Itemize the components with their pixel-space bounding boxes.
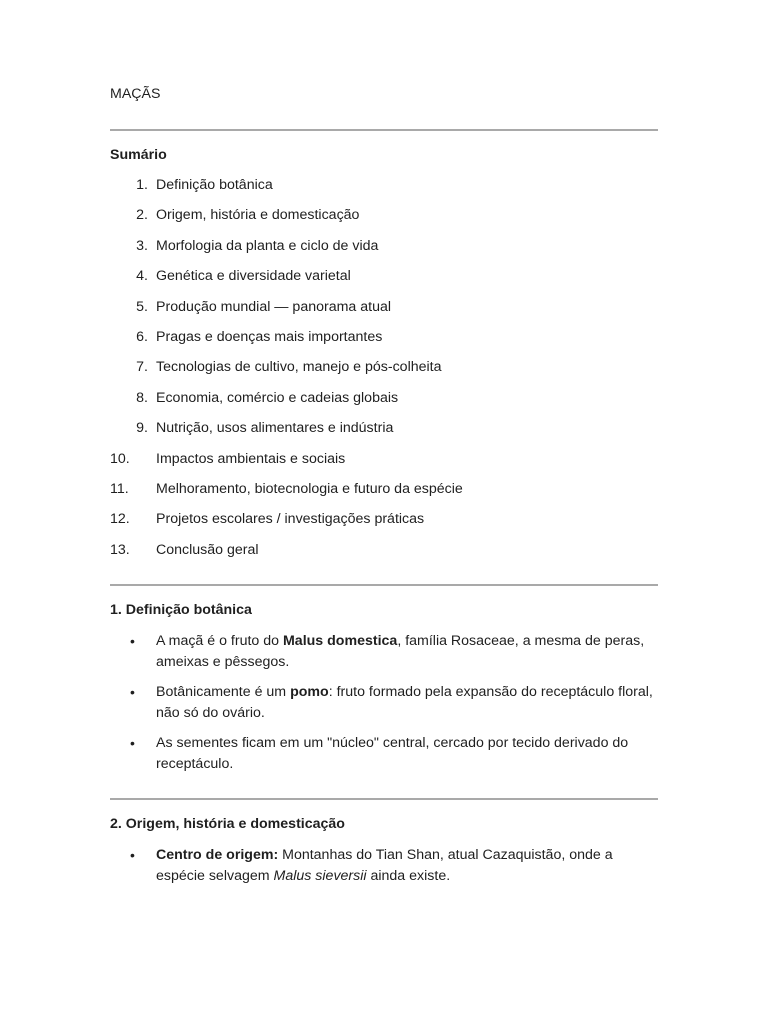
- toc-item[interactable]: [110, 509, 658, 539]
- toc-item-number: 2.: [136, 207, 148, 224]
- toc-heading: Sumário: [110, 147, 167, 163]
- toc-item-label: Definição botânica: [156, 177, 273, 193]
- bullet-text: : fruto formado pela expansão do receptáculo floral, não só do ovário.: [156, 684, 653, 721]
- section-heading-origem: 2. Origem, história e domesticação: [110, 816, 345, 832]
- bullet-text: As sementes ficam em um "núcleo" central, cercado por tecido derivado do receptáculo.: [156, 735, 629, 772]
- toc-item-label: Origem, história e domesticação: [156, 207, 360, 224]
- bullet-item: [110, 733, 658, 775]
- bullet-item: [110, 631, 658, 673]
- toc-item-label: Morfologia da planta e ciclo de vida: [156, 237, 379, 254]
- toc-item-number: 12.: [110, 511, 130, 528]
- bullet-text: Botânicamente é um: [156, 684, 291, 700]
- bullet-text: A maçã é o fruto do: [156, 633, 283, 649]
- toc-item[interactable]: [110, 205, 658, 235]
- toc-item[interactable]: [110, 357, 658, 387]
- bullet-text: , família Rosaceae, a mesma de peras, ameixas e pêssegos.: [156, 633, 645, 670]
- toc-item[interactable]: [110, 175, 658, 205]
- bullet-icon: •: [130, 684, 135, 700]
- toc-item-number: 4.: [136, 268, 148, 285]
- horizontal-rule: [110, 129, 658, 131]
- toc-item-label: Conclusão geral: [156, 541, 259, 558]
- bullet-bold-text: Malus domestica: [282, 633, 398, 649]
- bullet-italic-text: Malus sieversii: [273, 868, 367, 884]
- toc-item[interactable]: [110, 540, 658, 570]
- toc-item[interactable]: [110, 327, 658, 357]
- toc-item-label: Economia, comércio e cadeias globais: [156, 389, 399, 406]
- toc-item-label: Impactos ambientais e sociais: [156, 450, 346, 467]
- toc-item-number: 5.: [136, 298, 148, 315]
- bullet-icon: •: [130, 633, 135, 649]
- toc-item-number: 13.: [110, 541, 130, 558]
- bullet-icon: •: [130, 735, 135, 751]
- section-heading-definicao: 1. Definição botânica: [110, 602, 252, 618]
- toc-item-label: Projetos escolares / investigações práticas: [156, 511, 425, 528]
- bullet-bold-text: Centro de origem:: [156, 847, 279, 863]
- bullet-bold-text: pomo: [290, 684, 329, 700]
- toc-item[interactable]: [110, 388, 658, 418]
- toc-item-number: 1.: [136, 177, 148, 193]
- table-of-contents: [110, 175, 658, 570]
- toc-item[interactable]: [110, 297, 658, 327]
- toc-item-number: 10.: [110, 450, 130, 467]
- document-title: MAÇÃS: [110, 86, 161, 102]
- toc-item-label: Genética e diversidade varietal: [156, 268, 351, 285]
- toc-item-number: 6.: [136, 328, 148, 345]
- bullet-text: Montanhas do Tian Shan, atual Cazaquistão, onde a espécie selvagem: [156, 847, 613, 884]
- toc-item-label: Tecnologias de cultivo, manejo e pós-colheita: [156, 359, 442, 376]
- toc-item-label: Melhoramento, biotecnologia e futuro da espécie: [156, 480, 463, 497]
- toc-item-number: 8.: [136, 389, 148, 406]
- toc-item[interactable]: [110, 479, 658, 509]
- toc-item-number: 9.: [136, 420, 148, 437]
- toc-item[interactable]: [110, 266, 658, 296]
- toc-item[interactable]: [110, 236, 658, 266]
- bullet-icon: •: [130, 847, 135, 863]
- toc-item[interactable]: [110, 449, 658, 479]
- toc-item-number: 3.: [136, 237, 148, 254]
- horizontal-rule: [110, 798, 658, 800]
- toc-item-number: 11.: [110, 480, 129, 497]
- horizontal-rule: [110, 584, 658, 586]
- bullet-item: [110, 682, 658, 724]
- toc-item-label: Nutrição, usos alimentares e indústria: [156, 420, 394, 437]
- toc-item[interactable]: [110, 418, 658, 448]
- bullet-text: ainda existe.: [366, 868, 451, 884]
- toc-item-label: Produção mundial — panorama atual: [156, 298, 392, 315]
- toc-item-number: 7.: [136, 359, 148, 376]
- section2-bullet-list: [110, 845, 658, 896]
- section1-bullet-list: [110, 631, 658, 784]
- bullet-item: [110, 845, 658, 887]
- toc-item-label: Pragas e doenças mais importantes: [156, 328, 383, 345]
